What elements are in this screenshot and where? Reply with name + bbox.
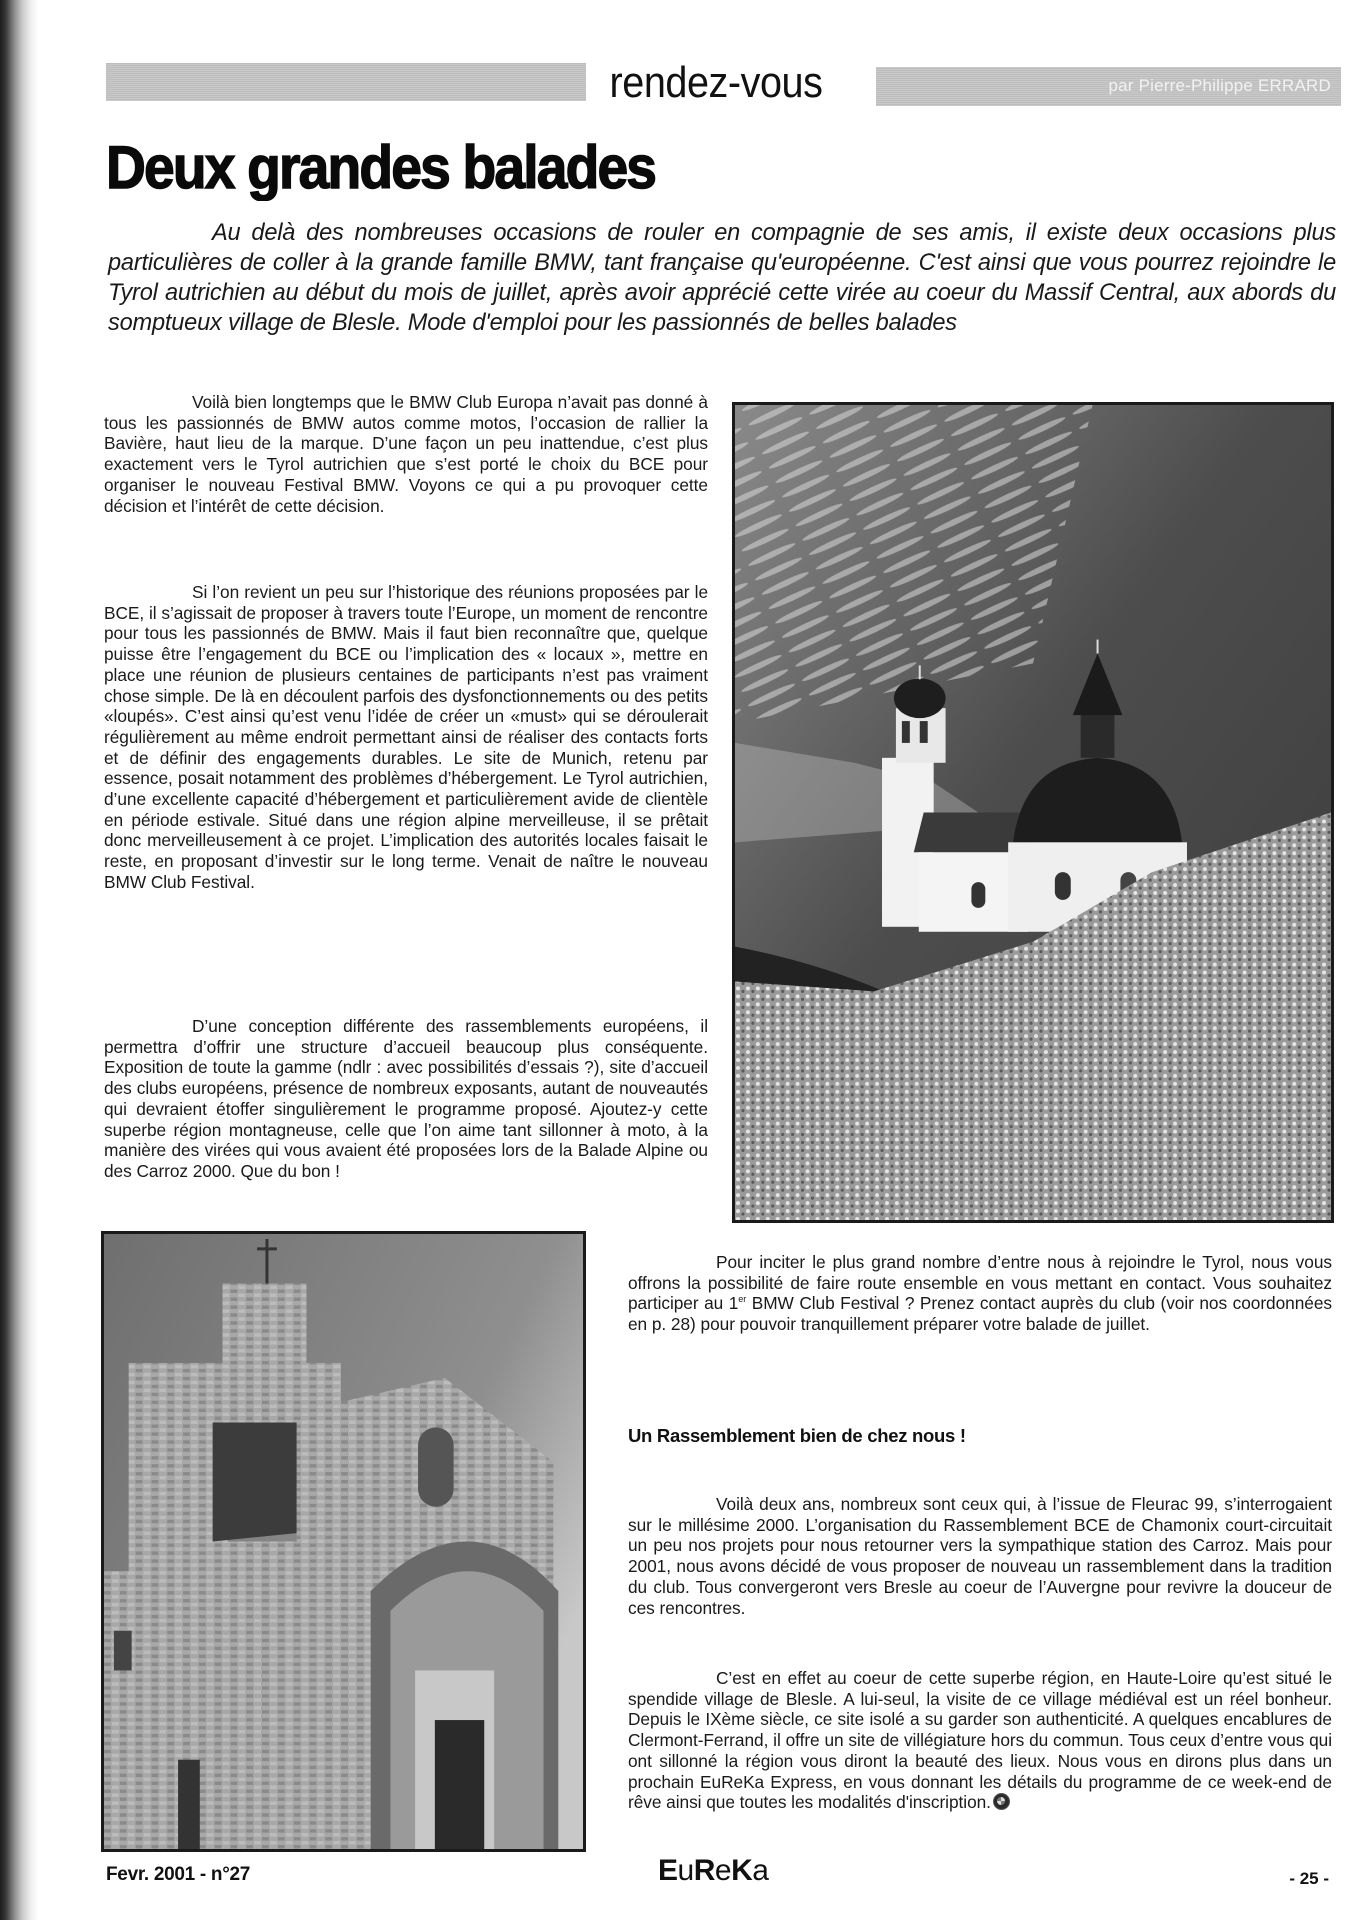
church-illustration <box>104 1234 583 1849</box>
ordinal-suffix: er <box>738 1294 747 1305</box>
chapel-illustration <box>735 405 1331 1220</box>
eureka-logo: EuReKa <box>658 1854 769 1887</box>
page-number: - 25 - <box>1289 1869 1329 1888</box>
section-heading-rassemblement: Un Rassemblement bien de chez nous ! <box>628 1425 966 1446</box>
photo-blesle-church <box>101 1231 586 1852</box>
issue-date-number: Fevr. 2001 - n°27 <box>106 1864 251 1885</box>
author-byline: par Pierre-Philippe ERRARD <box>1108 76 1331 95</box>
paragraph-invitation: Pour inciter le plus grand nombre d’entre nous à rejoindre le Tyrol, nous vous offrons la possibilité de faire route ensemble en vous mettant en contact. Vous souhaitez participer au 1er BMW Club Festival ? Prenez contact auprès du club (voir nos coordonnées en p. 28) pour pouvoir tranquillement préparer votre balade de juillet. <box>628 1252 1332 1335</box>
article-title: Deux grandes balades <box>106 134 656 201</box>
paragraph-blesle: C’est en effet au coeur de cette superbe région, en Haute-Loire qu’est situé le spendide village de Blesle. A lui-seul, la visite de ce village médiéval est un réel bonheur. Depuis le IXème siècle, ce site isolé a su garder son authenticité. A quelques encablures de Clermont-Ferrand, il offre un site de villégiature hors du commun. Tous ceux d’entre vous qui ont sillonné la région vous diront la beauté des lieux. Nous vous en dirons plus dans un prochain EuReKa Express, en vous donnant les détails du programme de ce week-end de rêve ainsi que toutes les modalités d'inscription. <box>628 1668 1332 1813</box>
binding-shadow <box>0 0 38 1920</box>
rubric-bar-left <box>106 63 586 101</box>
paragraph-conception: D’une conception différente des rassemblements européens, il permettra d’offrir une structure d’accueil beaucoup plus conséquente. Exposition de toute la gamme (ndlr : avec possibilités d’essais ?), site d’accueil des clubs européens, présence de nombreux exposants, autant de nouveautés qui devraient étoffer singulièrement le programme proposé. Ajoutez-y cette superbe région montagneuse, celle que l’on aime tant sillonner à moto, à la manière des virées qui vous avaient été proposées lors de la Balade Alpine ou des Carroz 2000. Que du bon ! <box>104 1016 708 1181</box>
bmw-roundel-icon <box>993 1793 1010 1810</box>
photo-tyrol-chapel <box>732 402 1334 1223</box>
article-lead: Au delà des nombreuses occasions de rouler en compagnie de ses amis, il existe deux occasions plus particulières de coller à la grande famille BMW, tant française qu'européenne. C'est ainsi que vous pourrez rejoindre le Tyrol autrichien au début du mois de juillet, après avoir apprécié cette virée au coeur du Massif Central, aux abords du somptueux village de Blesle. Mode d'emploi pour les passionnés de belles balades <box>108 220 1336 336</box>
paragraph-fleurac: Voilà deux ans, nombreux sont ceux qui, à l’issue de Fleurac 99, s’interrogaient sur le millésime 2000. L’organisation du Rassemblement BCE de Chamonix court-circuitait un peu nos projets pour nous retourner vers la sympathique station des Carroz. Mais pour 2001, nous avons décidé de vous proposer de nouveau un rassemblement dans la tradition du club. Tous convergeront vers Bresle au coeur de l’Auvergne pour revivre la douceur de ces rencontres. <box>628 1494 1332 1618</box>
section-rubric: rendez-vous <box>609 58 823 107</box>
paragraph-bmw-club-europa: Voilà bien longtemps que le BMW Club Europa n’avait pas donné à tous les passionnés de BMW autos comme motos, l’occasion de rallier la Bavière, haut lieu de la marque. D’une façon un peu inattendue, c’est plus exactement vers le Tyrol autrichien que s’est porté le choix du BCE pour organiser le nouveau Festival BMW. Voyons ce qui a pu provoquer cette décision et l’intérêt de cette décision. <box>104 392 708 516</box>
paragraph-historique: Si l’on revient un peu sur l’historique des réunions proposées par le BCE, il s’agissait de proposer à travers toute l’Europe, un moment de rencontre pour tous les passionnés de BMW. Mais il faut bien reconnaître que, quelque puisse être l’engagement du BCE ou l’implication des « locaux », mettre en place une réunion de plusieurs centaines de participants n’est pas vraiment chose simple. De là en découlent parfois des dysfonctionnements ou des petits «loupés». C’est ainsi qu’est venu l’idée de créer un «must» qui se déroulerait régulièrement au même endroit permettant ainsi de réaliser des contacts forts et de définir des engagements durables. Le site de Munich, retenu par essence, posait notamment des problèmes d’hébergement. Le Tyrol autrichien, d’une excellente capacité d’hébergement et particulièrement avide de clientèle en période estivale. Situé dans une région alpine merveilleuse, il se prêtait donc merveilleusement à ce projet. L’implication des autorités locales faisait le reste, en proposant d’investir sur le long terme. Venait de naître le nouveau BMW Club Festival. <box>104 582 708 892</box>
